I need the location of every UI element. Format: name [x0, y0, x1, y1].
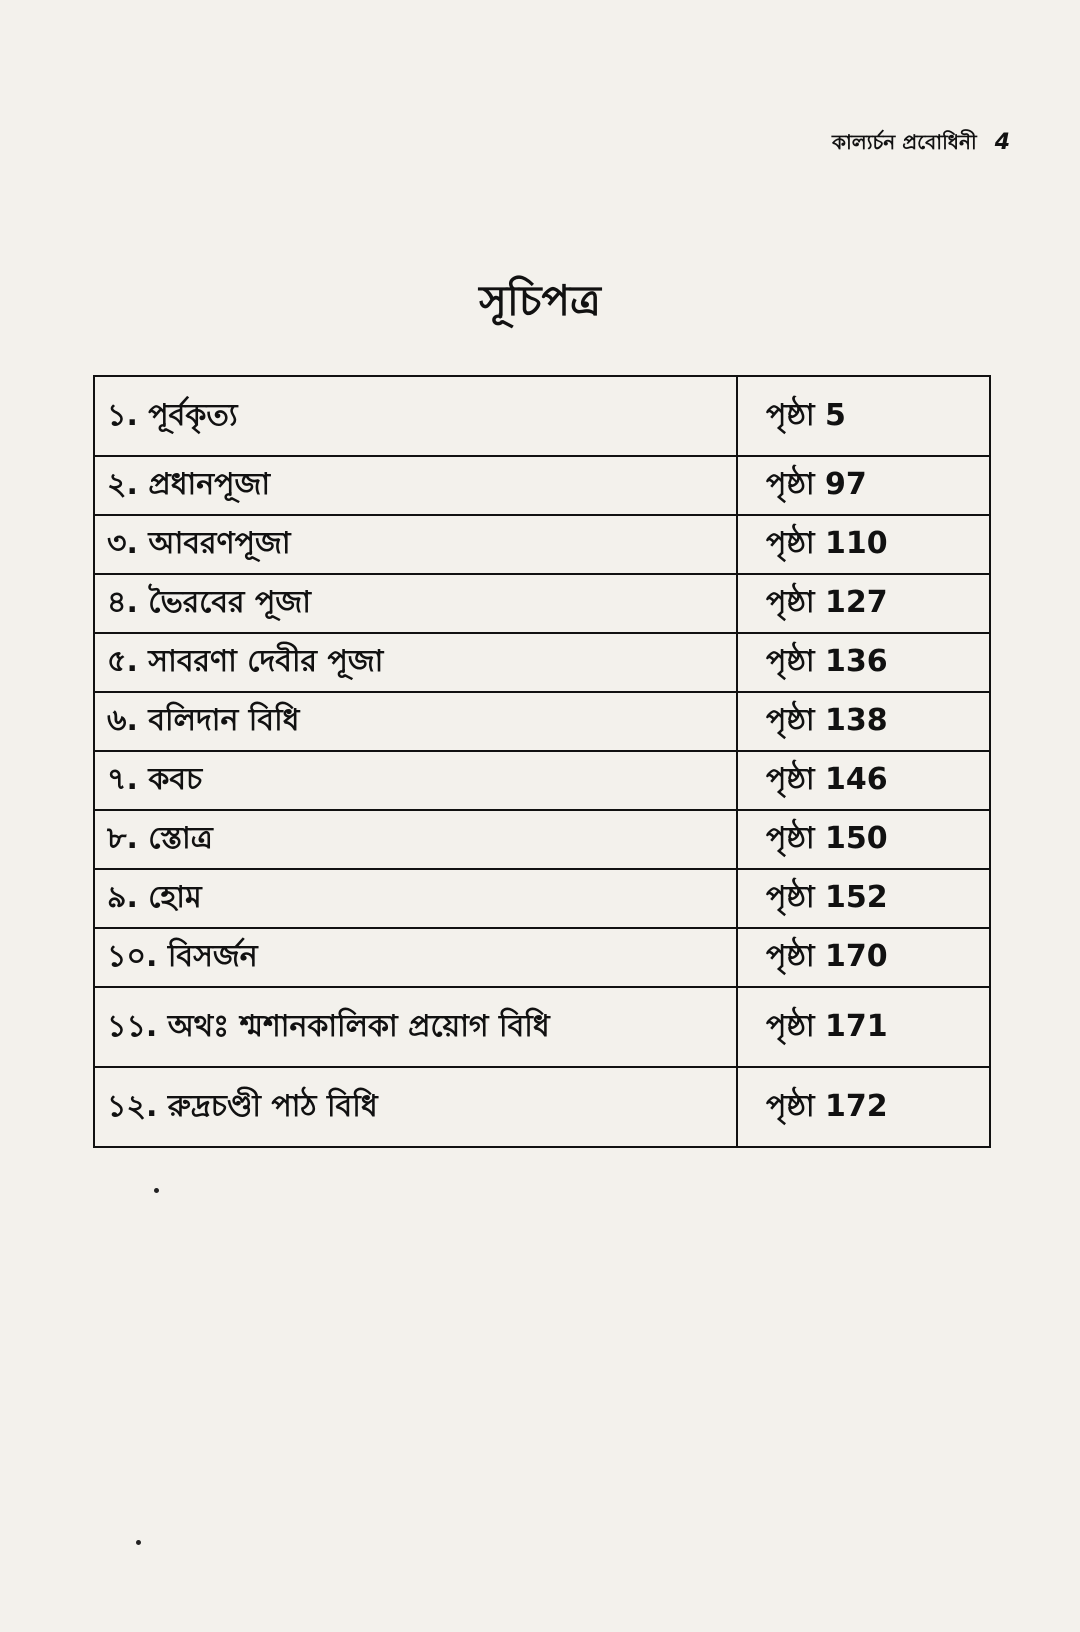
toc-entry-page: পৃষ্ঠা 97	[737, 456, 990, 515]
toc-row	[94, 751, 990, 810]
toc-entry-label: ১০. বিসর্জন	[94, 928, 737, 987]
page-number: 4	[994, 130, 1010, 155]
toc-table	[93, 375, 991, 1148]
toc-entry-page: পৃষ্ঠা 127	[737, 574, 990, 633]
toc-row	[94, 869, 990, 928]
toc-entry-page: পৃষ্ঠা 170	[737, 928, 990, 987]
toc-row	[94, 574, 990, 633]
print-speck	[154, 1188, 159, 1193]
toc-title: সূচিপত্র	[479, 276, 601, 325]
toc-entry-label: ৮. স্তোত্র	[94, 810, 737, 869]
toc-row	[94, 456, 990, 515]
running-head	[832, 128, 1010, 161]
toc-row	[94, 987, 990, 1067]
toc-entry-page: পৃষ্ঠা 171	[737, 987, 990, 1067]
toc-entry-label: ৫. সাবরণা দেবীর পূজা	[94, 633, 737, 692]
toc-entry-page: পৃষ্ঠা 152	[737, 869, 990, 928]
print-speck	[136, 1540, 141, 1545]
toc-entry-page: পৃষ্ঠা 136	[737, 633, 990, 692]
toc-entry-label: ১২. রুদ্রচণ্ডী পাঠ বিধি	[94, 1067, 737, 1147]
toc-entry-label: ২. প্রধানপূজা	[94, 456, 737, 515]
toc-row	[94, 633, 990, 692]
toc-entry-label: ৩. আবরণপূজা	[94, 515, 737, 574]
toc-entry-label: ১১. অথঃ শ্মশানকালিকা প্রয়োগ বিধি	[94, 987, 737, 1067]
toc-row	[94, 928, 990, 987]
toc-entry-page: পৃষ্ঠা 172	[737, 1067, 990, 1147]
toc-entry-page: পৃষ্ঠা 5	[737, 376, 990, 456]
toc-entry-label: ৪. ভৈরবের পূজা	[94, 574, 737, 633]
toc-entry-label: ৭. কবচ	[94, 751, 737, 810]
toc-entry-page: পৃষ্ঠা 138	[737, 692, 990, 751]
running-head-title: কাল্যর্চন প্রবোধিনী	[832, 130, 977, 154]
toc-entry-page: পৃষ্ঠা 146	[737, 751, 990, 810]
toc-entry-page: পৃষ্ঠা 150	[737, 810, 990, 869]
toc-entry-page: পৃষ্ঠা 110	[737, 515, 990, 574]
toc-row	[94, 515, 990, 574]
toc-row	[94, 376, 990, 456]
toc-row	[94, 692, 990, 751]
toc-entry-label: ৯. হোম	[94, 869, 737, 928]
toc-row	[94, 1067, 990, 1147]
toc-row	[94, 810, 990, 869]
toc-entry-label: ৬. বলিদান বিধি	[94, 692, 737, 751]
toc-entry-label: ১. পূর্বকৃত্য	[94, 376, 737, 456]
